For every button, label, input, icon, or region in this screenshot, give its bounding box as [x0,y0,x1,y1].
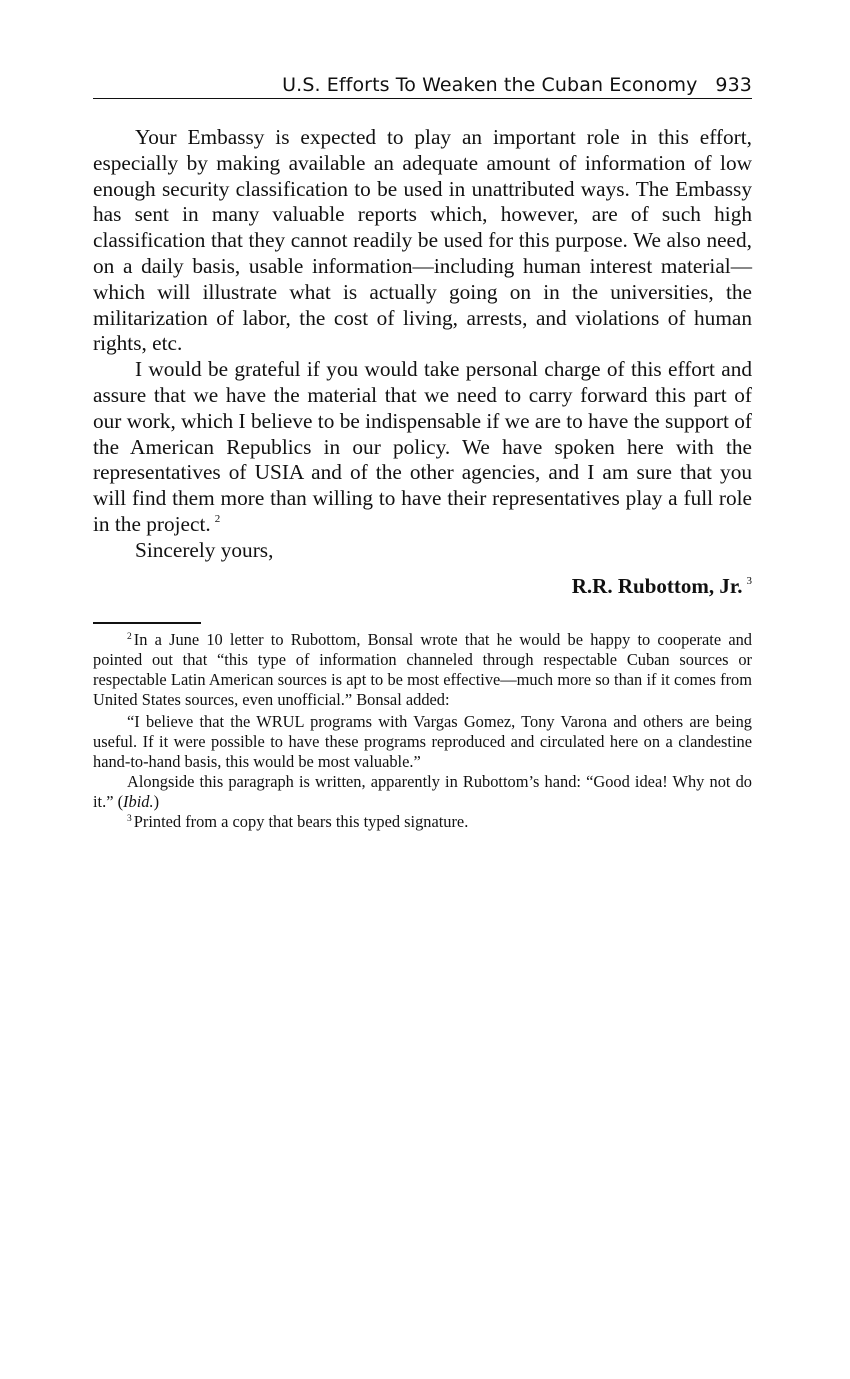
footnote-2-text: In a June 10 letter to Rubottom, Bonsal wrote that he would be happy to cooperate and pointed out that “this type of information channeled through respectable Cuban sources or respectable Latin American sources is apt to be most effective—much more so than if it comes from United States sources, even unofficial.” Bonsal added: [93,630,752,709]
running-head [93,72,752,99]
letter-closing: Sincerely yours, [135,537,274,562]
footnote-3-marker: 3 [127,814,132,824]
footnote-ref-3: 3 [746,574,752,587]
footnotes [93,630,752,832]
footnote-divider [93,622,201,624]
signature [93,574,752,600]
footnote-3-text: Printed from a copy that bears this typed signature. [133,812,469,831]
footnote-2-quote: “I believe that the WRUL programs with Vargas Gomez, Tony Varona and others are being useful. If it were possible to have these programs reproduced and circulated here on a clandestine hand-to-hand basis, this would be most valuable.” [93,712,752,771]
letter-paragraph-1: Your Embassy is expected to play an important role in this effort, especially by making available an adequate amount of information of low enough security classification to be used in unattributed ways. The Embassy has sent in many valuable reports which, however, are of such high classification that they cannot readily be used for this purpose. We also need, on a daily basis, usable information—including human interest material—which will illustrate what is actually going on in the universities, the militarization of labor, the cost of living, arrests, and violations of human rights, etc. [93,125,752,356]
letter-paragraph-2 [93,357,752,538]
footnote-3 [93,812,752,832]
signature-name: R.R. Rubottom, Jr. [571,573,743,598]
footnote-2-note-close: ) [153,792,160,811]
footnote-2-note-text: Alongside this paragraph is written, apparently in Rubottom’s hand: “Good idea! Why not do it.” ( [93,772,752,811]
letter-body [93,125,752,599]
footnote-2-note [93,772,752,812]
letter-paragraph-2-text: I would be grateful if you would take personal charge of this effort and assure that we have the material that we need to carry forward this part of our work, which I believe to be indispensable if we are to have the support of the American Republics in our policy. We have spoken here with the representatives of USIA and of the other agencies, and I am sure that you will find them more than willing to have their representatives play a full role in the project. [93,357,752,536]
running-head-title: U.S. Efforts To Weaken the Cuban Economy [282,74,698,96]
footnote-2-note-ibid: Ibid. [123,792,154,811]
page-number: 933 [715,74,752,96]
footnote-2-marker: 2 [127,632,132,642]
footnote-ref-2: 2 [214,512,221,525]
footnote-2 [93,630,752,710]
